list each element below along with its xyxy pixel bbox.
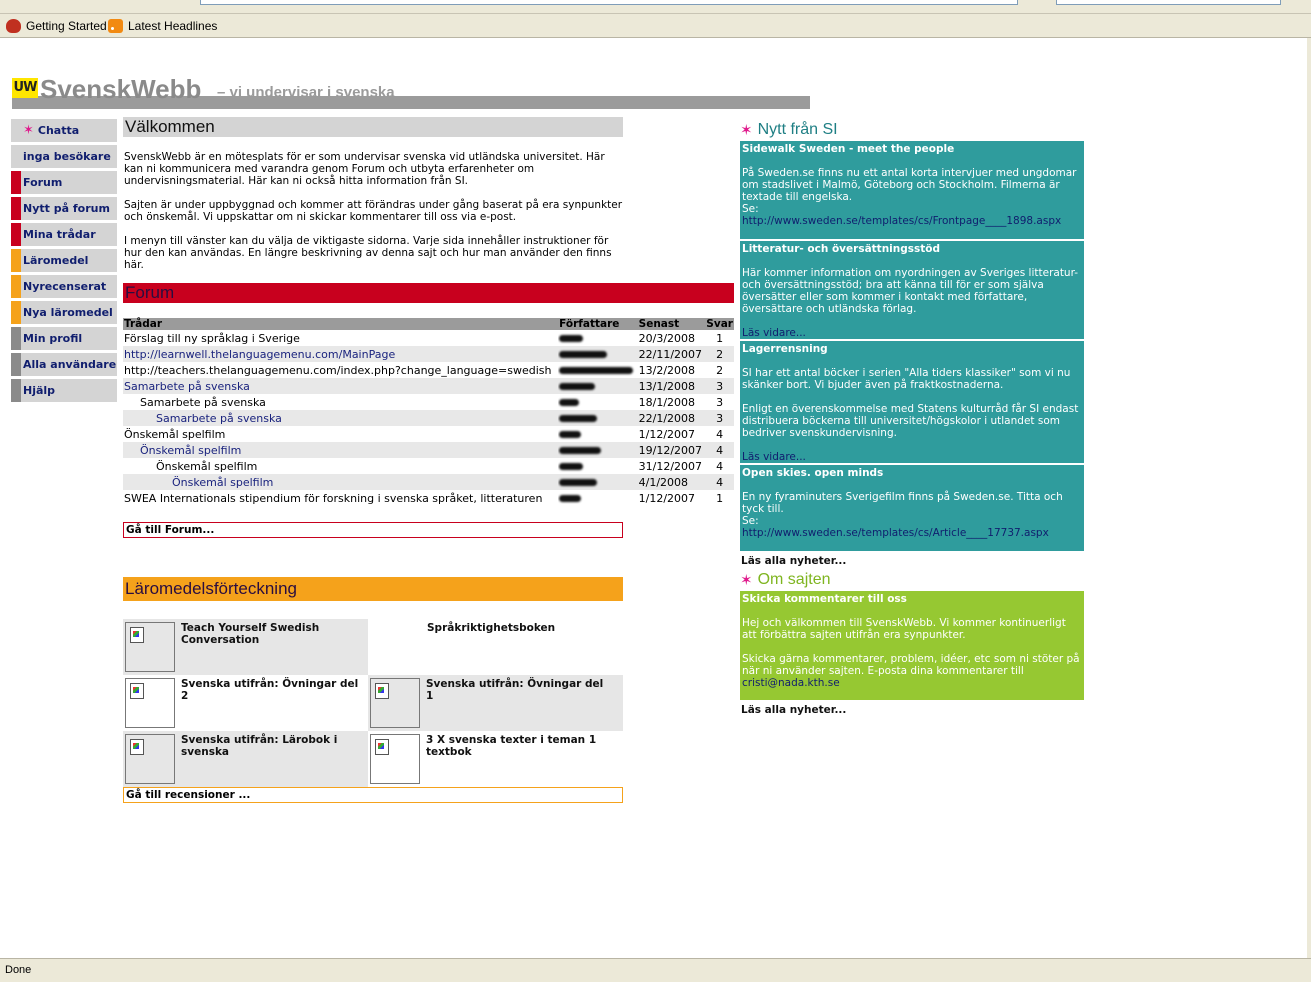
news-link[interactable]: Läs vidare... [742,327,806,339]
thread-replies: 4 [705,442,734,458]
nav-item[interactable] [11,275,117,298]
bookmark-latest-headlines[interactable] [108,18,217,34]
about-item-title[interactable]: Skicka kommentarer till oss [742,593,907,605]
news-si-title-text: Nytt från SI [757,121,838,138]
star-icon: ✶ [740,122,753,139]
thread-title[interactable]: Önskemål spelfilm [124,427,226,441]
status-text: Done [5,964,32,976]
welcome-section [123,117,735,271]
news-title[interactable]: Lagerrensning [742,343,828,355]
forum-title: Forum [123,283,734,303]
table-row [123,442,734,458]
all-news-link-2[interactable]: Läs alla nyheter... [741,704,847,716]
col-threads: Trådar [123,318,558,330]
scrollbar[interactable] [1307,38,1311,958]
book-item[interactable] [368,675,623,731]
news-body: Här kommer information om nyordningen av Sveriges litteratur- och översättningsstöd; bra att känna till för er som själva översätter eller som kommer i kontakt med författare, översättare och utländska förlag. [742,267,1079,315]
thread-date: 22/1/2008 [638,410,706,426]
thread-date: 1/12/2007 [638,427,696,441]
news-item [740,465,1084,551]
welcome-paragraph: Sajten är under uppbyggnad och kommer att förändras under gång baserat på era synpunkter och önskemål. Vi uppskattar om ni skickar kommentarer till oss via e-post. [124,199,623,223]
redacted-author [559,431,581,438]
about-title-text: Om sajten [757,571,831,588]
welcome-title: Välkommen [123,117,623,137]
book-title[interactable]: Svenska utifrån: Lärobok i svenska [181,734,338,758]
table-row [123,474,734,490]
nav-item[interactable] [11,379,117,402]
table-row [123,490,734,506]
thread-title[interactable]: Önskemål spelfilm [123,442,558,458]
right-column [740,119,1084,718]
news-see-label: Se: [742,203,759,215]
site-header [12,74,812,110]
thread-author [558,490,637,506]
nav-item-label: Läromedel [23,254,89,267]
broken-image-icon[interactable] [370,734,420,784]
redacted-author [559,367,633,374]
book-item[interactable] [368,731,623,787]
redacted-author [559,335,583,342]
nav-item[interactable] [11,327,117,350]
table-row [123,346,734,362]
about-paragraph-2 [742,653,1082,689]
redacted-author [559,383,595,390]
thread-title[interactable]: SWEA Internationals stipendium för forskning i svenska språket, litteraturen [124,491,543,505]
star-icon: ✶ [23,123,34,138]
col-latest: Senast [638,318,706,330]
thread-author [558,442,637,458]
news-link[interactable]: Läs vidare... [742,451,806,463]
redacted-author [559,415,597,422]
news-see-label: Se: [742,515,759,527]
all-news-link[interactable]: Läs alla nyheter... [741,555,847,567]
thread-date: 1/12/2007 [638,491,696,505]
status-bar [0,958,1311,982]
thread-author [558,378,637,394]
news-list [740,141,1084,551]
site-tagline: – vi undervisar i svenska [217,84,395,101]
thread-date: 20/3/2008 [638,331,696,345]
news-body: Enligt en överenskommelse med Statens kulturråd får SI endast distribuera böckerna till universitet/högskolor i utlandet som bedriver svenskundervisning. [742,403,1079,439]
thread-date: 13/2/2008 [638,363,696,377]
table-row [123,330,734,346]
col-replies: Svar [706,318,733,330]
about-box [740,591,1084,700]
book-title[interactable]: Språkriktighetsboken [427,622,556,634]
site-name: SvenskWebb [40,74,202,104]
bookmark-getting-started[interactable] [6,18,107,34]
thread-title[interactable]: Förslag till ny språklag i Sverige [124,331,300,345]
nav-item[interactable] [11,223,117,246]
nav-item-label: Nyrecenserat [23,280,107,293]
news-body: SI har ett antal böcker i serien "Alla tiders klassiker" som vi nu skänker bort. Vi bjuder även på fraktkostnaderna. [742,367,1071,391]
thread-date: 18/1/2008 [638,395,696,409]
thread-author [558,362,637,378]
nav-item[interactable] [11,197,117,220]
thread-date: 22/11/2007 [638,346,706,362]
news-si-title [740,119,1084,141]
table-row [123,378,734,394]
left-nav [11,119,117,405]
book-item[interactable] [123,731,368,787]
site-logo[interactable]: UW [12,78,38,98]
about-text: Skicka gärna kommentarer, problem, idéer, etc som ni stöter på när ni använder sajten. E-posta dina kommentarer till [742,653,1080,677]
thread-replies: 3 [705,410,734,426]
about-title [740,569,1084,591]
book-item[interactable] [123,619,368,675]
welcome-paragraph: SvenskWebb är en mötesplats för er som undervisar svenska vid utländska universitet. Här kan ni kommunicera med varandra genom Forum och utbyta erfarenheter om undervisningsmaterial. Här kan ni också hitta information från SI. [124,151,605,187]
table-row [123,458,734,474]
nav-item-label: Alla användare [23,358,117,371]
thread-replies: 3 [705,378,734,394]
nav-item-label: Mina trådar [23,228,96,241]
getting-started-icon [6,19,21,33]
thread-date: 31/12/2007 [638,459,703,473]
thread-title[interactable]: Samarbete på svenska [140,395,266,409]
main-content [123,117,735,803]
news-item [740,141,1084,239]
thread-replies: 1 [716,331,724,345]
thread-date: 19/12/2007 [638,442,706,458]
thread-author [558,474,637,490]
thread-title[interactable]: Samarbete på svenska [123,378,558,394]
bookmarks-toolbar [0,14,1311,38]
star-icon: ✶ [740,572,753,589]
bookmark-label: Getting Started [26,19,107,33]
nav-item-label: inga besökare [23,150,111,163]
thread-replies: 1 [716,491,724,505]
book-title[interactable]: Svenska utifrån: Övningar del 2 [181,678,359,702]
news-link[interactable]: http://www.sweden.se/templates/cs/Article____17737.aspx [742,527,1049,539]
thread-replies: 4 [716,459,724,473]
nav-item[interactable] [11,353,117,376]
redacted-author [559,447,601,454]
book-title[interactable]: Teach Yourself Swedish Conversation [181,622,320,646]
nav-item-label: Nytt på forum [23,202,110,215]
nav-item-label: Hjälp [23,384,56,397]
thread-title[interactable]: Önskemål spelfilm [123,474,558,490]
nav-item-label: Nya läromedel [23,306,113,319]
news-body: På Sweden.se finns nu ett antal korta intervjuer med ungdomar om stadslivet i Malmö, Göteborg och Stockholm. Filmerna är textade till engelska. [742,167,1077,203]
nav-item[interactable] [11,171,117,194]
redacted-author [559,351,607,358]
thread-title[interactable]: http://learnwell.thelanguagemenu.com/MainPage [123,346,558,362]
thread-date: 4/1/2008 [638,474,706,490]
thread-replies: 2 [705,346,734,362]
redacted-author [559,479,597,486]
nav-item[interactable] [11,301,117,324]
thread-author [558,330,637,346]
nav-item[interactable] [11,119,117,142]
bookmark-label: Latest Headlines [128,19,218,33]
news-body: En ny fyraminuters Sverigefilm finns på Sweden.se. Titta och tyck till. [742,491,1063,515]
thread-replies: 4 [716,427,724,441]
redacted-author [559,495,581,502]
redacted-author [559,399,579,406]
nav-item-label: Chatta [37,124,80,137]
table-row [123,394,734,410]
book-item[interactable] [368,619,623,675]
search-bar[interactable] [1056,0,1281,5]
rss-icon [108,19,123,33]
goto-forum-link[interactable]: Gå till Forum... [123,522,623,538]
table-row [123,362,734,378]
email-link[interactable]: cristi@nada.kth.se [742,677,840,689]
news-item [740,241,1084,339]
table-row [123,426,734,442]
news-item [740,341,1084,463]
about-paragraph: Hej och välkommen till SvenskWebb. Vi kommer kontinuerligt att förbättra sajten utifrån era synpunkter. [742,617,1066,641]
thread-author [558,346,637,362]
thread-title[interactable]: Samarbete på svenska [123,410,558,426]
forum-table [123,318,734,506]
news-title[interactable]: Open skies. open minds [742,467,884,479]
spacer [742,315,1082,327]
address-bar[interactable] [200,0,1018,5]
thread-author [558,410,637,426]
materials-title: Läromedelsförteckning [123,577,623,601]
thread-author [558,394,637,410]
thread-author [558,458,637,474]
thread-title[interactable]: http://teachers.thelanguagemenu.com/index.php?change_language=swedish [124,363,552,377]
news-link[interactable]: http://www.sweden.se/templates/cs/Frontpage____1898.aspx [742,215,1062,227]
broken-image-icon[interactable] [125,734,175,784]
thread-replies: 2 [716,363,724,377]
col-author: Författare [558,318,637,330]
nav-item[interactable] [11,249,117,272]
book-title[interactable]: 3 X svenska texter i teman 1 textbok [426,734,597,758]
table-row [123,410,734,426]
book-title[interactable]: Svenska utifrån: Övningar del 1 [426,678,604,702]
broken-image-icon[interactable] [370,678,420,728]
goto-reviews-link[interactable]: Gå till recensioner ... [123,787,623,803]
browser-toolbar [0,0,1311,14]
materials-grid [123,619,623,787]
nav-item[interactable] [11,145,117,168]
thread-replies: 3 [716,395,724,409]
news-title[interactable]: Litteratur- och översättningsstöd [742,243,941,255]
thread-date: 13/1/2008 [638,378,706,394]
thread-author [558,426,637,442]
spacer [742,439,1082,451]
welcome-paragraph: I menyn till vänster kan du välja de viktigaste sidorna. Varje sida innehåller instruktioner för hur den kan användas. En längre beskrivning av denna sajt och hur man använder den finns här. [124,235,612,271]
nav-item-label: Forum [23,176,63,189]
broken-image-icon[interactable] [125,622,175,672]
book-item[interactable] [123,675,368,731]
thread-title[interactable]: Önskemål spelfilm [156,459,258,473]
news-title[interactable]: Sidewalk Sweden - meet the people [742,143,955,155]
thread-replies: 4 [705,474,734,490]
broken-image-icon[interactable] [125,678,175,728]
redacted-author [559,463,583,470]
nav-item-label: Min profil [23,332,83,345]
